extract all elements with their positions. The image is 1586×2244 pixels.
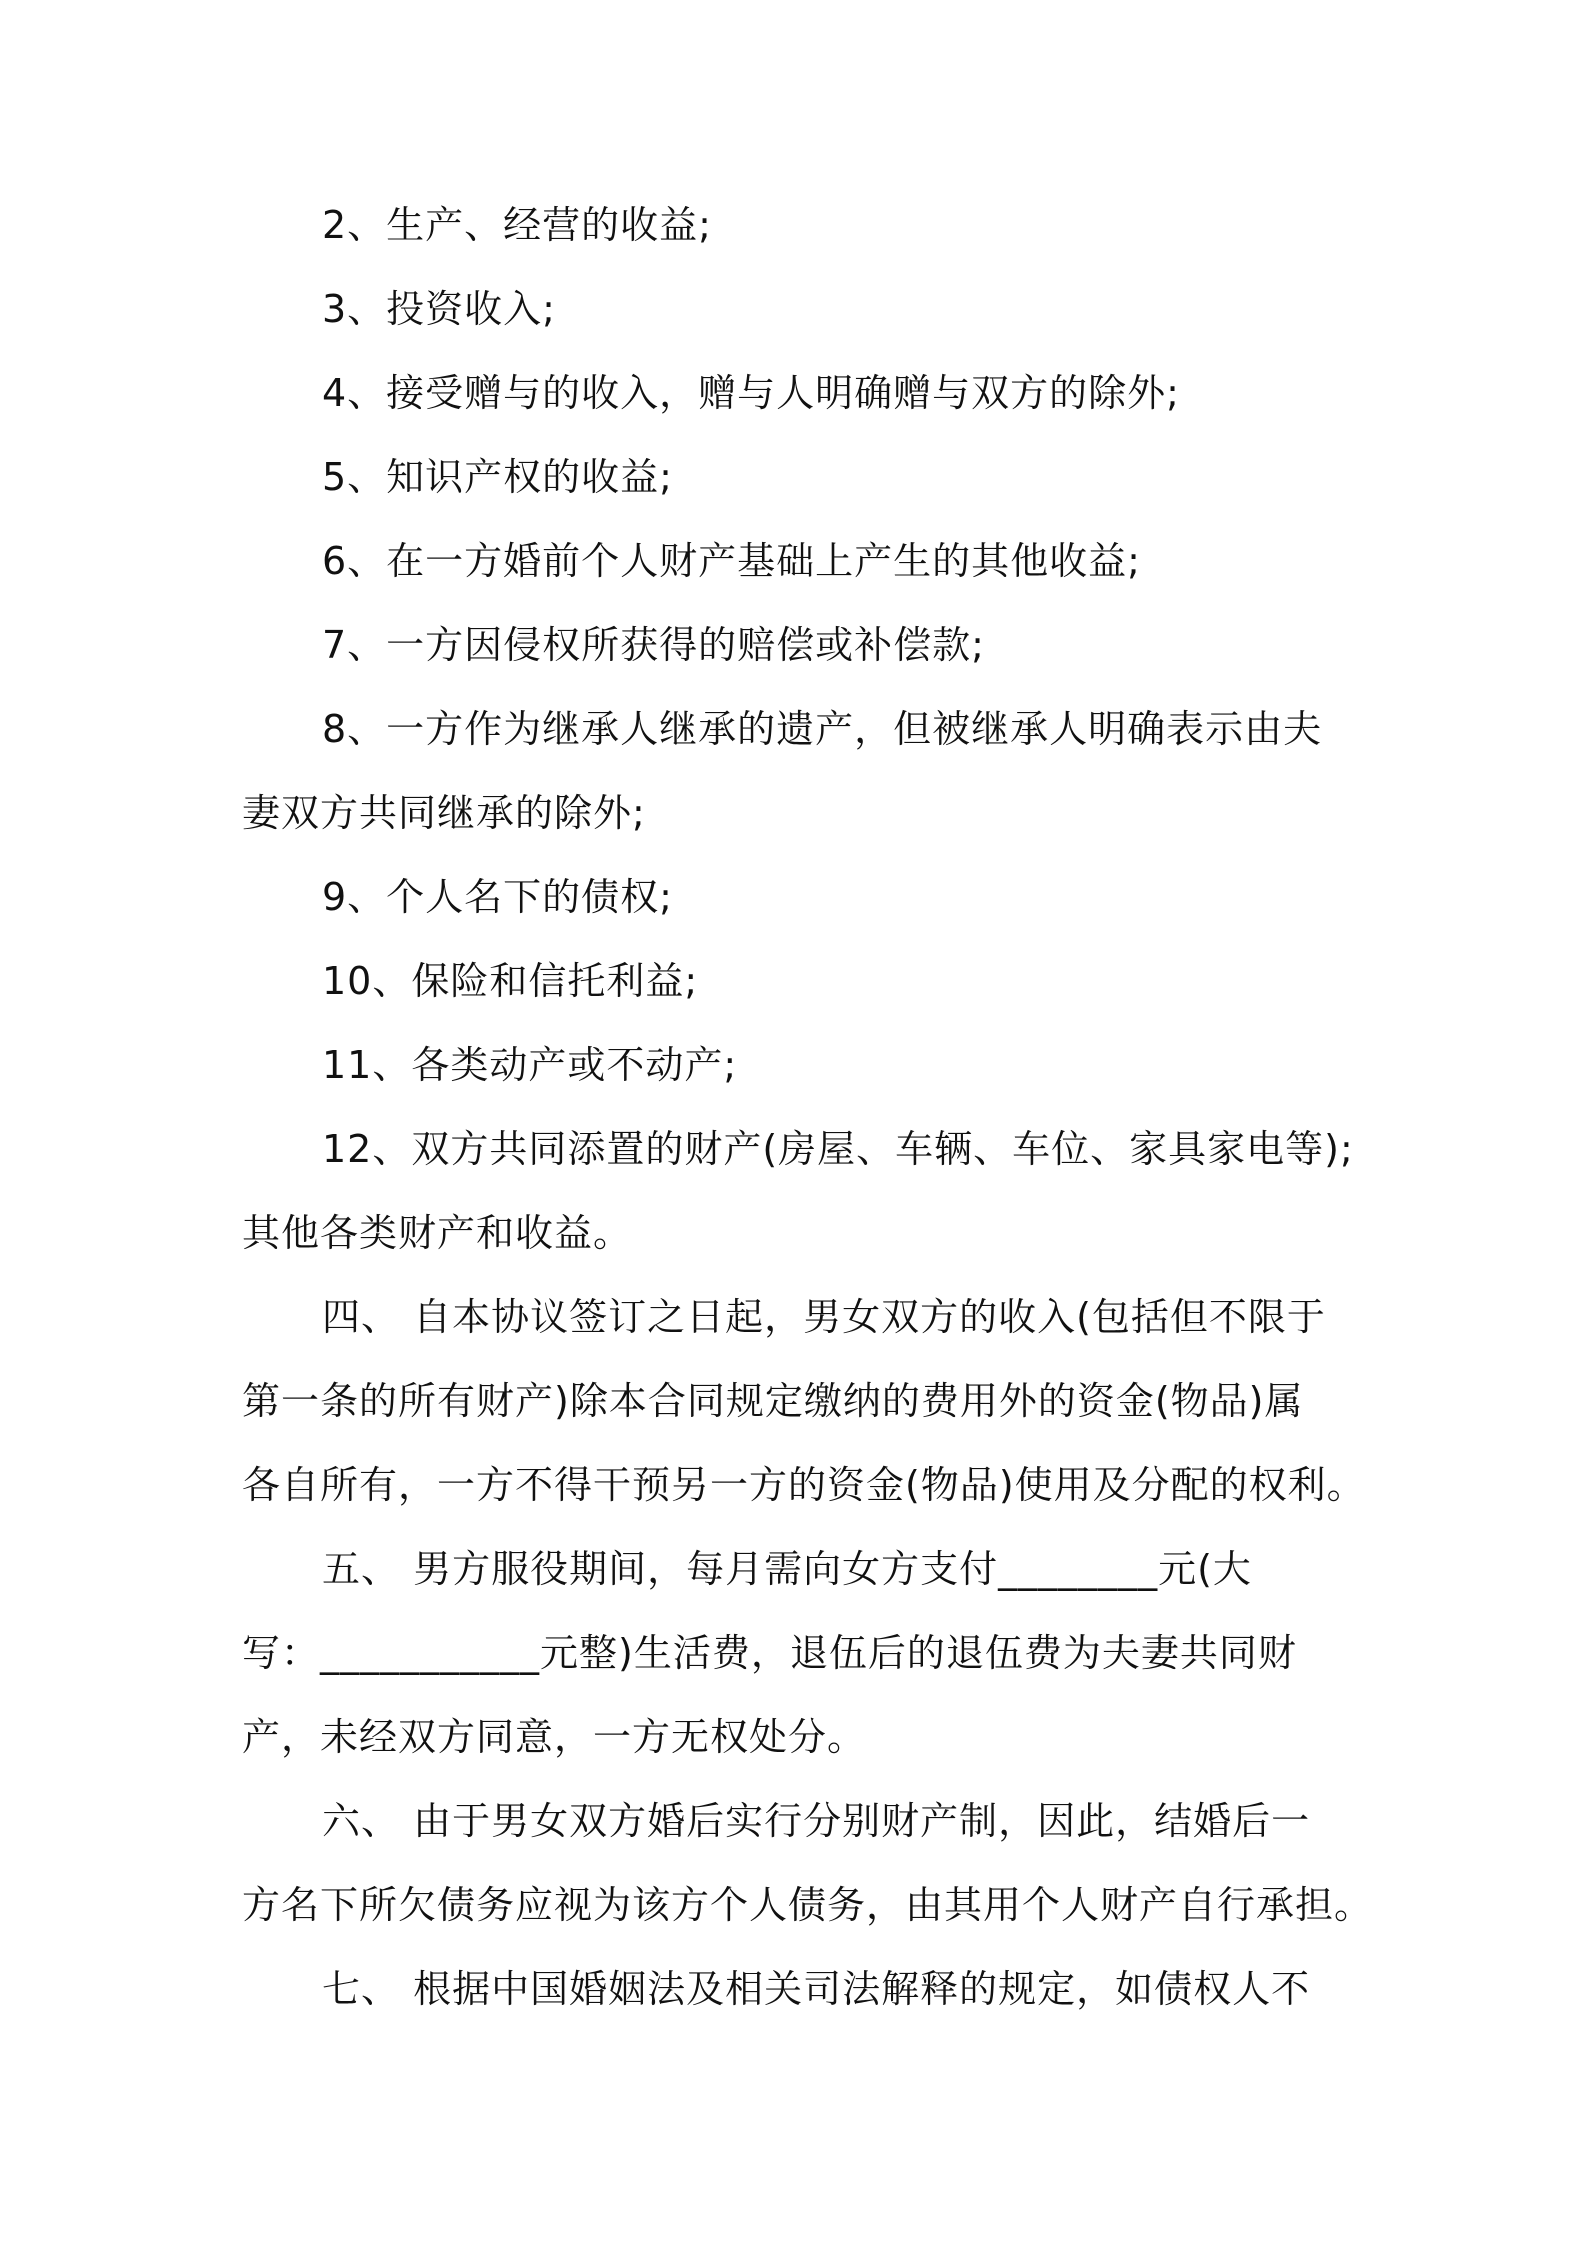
clause-five-continued-2: 产，未经双方同意，一方无权处分。 [242,1715,867,1759]
list-item-11: 11、各类动产或不动产; [322,1043,738,1087]
clause-six: 六、 由于男女双方婚后实行分别财产制，因此，结婚后一 [322,1799,1311,1843]
list-item-4: 4、接受赠与的收入，赠与人明确赠与双方的除外; [322,371,1180,415]
list-item-10: 10、保险和信托利益; [322,959,699,1003]
list-item-7: 7、一方因侵权所获得的赔偿或补偿款; [322,623,985,667]
list-item-12-continued: 其他各类财产和收益。 [242,1211,633,1255]
list-item-3: 3、投资收入; [322,287,556,331]
list-item-9: 9、个人名下的债权; [322,875,673,919]
clause-five: 五、 男方服役期间，每月需向女方支付________元(大 [322,1547,1252,1591]
list-item-5: 5、知识产权的收益; [322,455,673,499]
clause-six-continued: 方名下所欠债务应视为该方个人债务，由其用个人财产自行承担。 [242,1883,1374,1927]
list-item-8: 8、一方作为继承人继承的遗产，但被继承人明确表示由夫 [322,707,1323,751]
list-item-6: 6、在一方婚前个人财产基础上产生的其他收益; [322,539,1141,583]
clause-seven: 七、 根据中国婚姻法及相关司法解释的规定，如债权人不 [322,1967,1311,2011]
clause-four-continued-2: 各自所有，一方不得干预另一方的资金(物品)使用及分配的权利。 [242,1463,1366,1507]
clause-four-continued-1: 第一条的所有财产)除本合同规定缴纳的费用外的资金(物品)属 [242,1379,1304,1423]
list-item-12: 12、双方共同添置的财产(房屋、车辆、车位、家具家电等); [322,1127,1354,1171]
list-item-8-continued: 妻双方共同继承的除外; [242,791,646,835]
clause-four: 四、 自本协议签订之日起，男女双方的收入(包括但不限于 [322,1295,1326,1339]
clause-five-continued-1: 写：___________元整)生活费，退伍后的退伍费为夫妻共同财 [242,1631,1297,1675]
list-item-2: 2、生产、经营的收益; [322,203,712,247]
